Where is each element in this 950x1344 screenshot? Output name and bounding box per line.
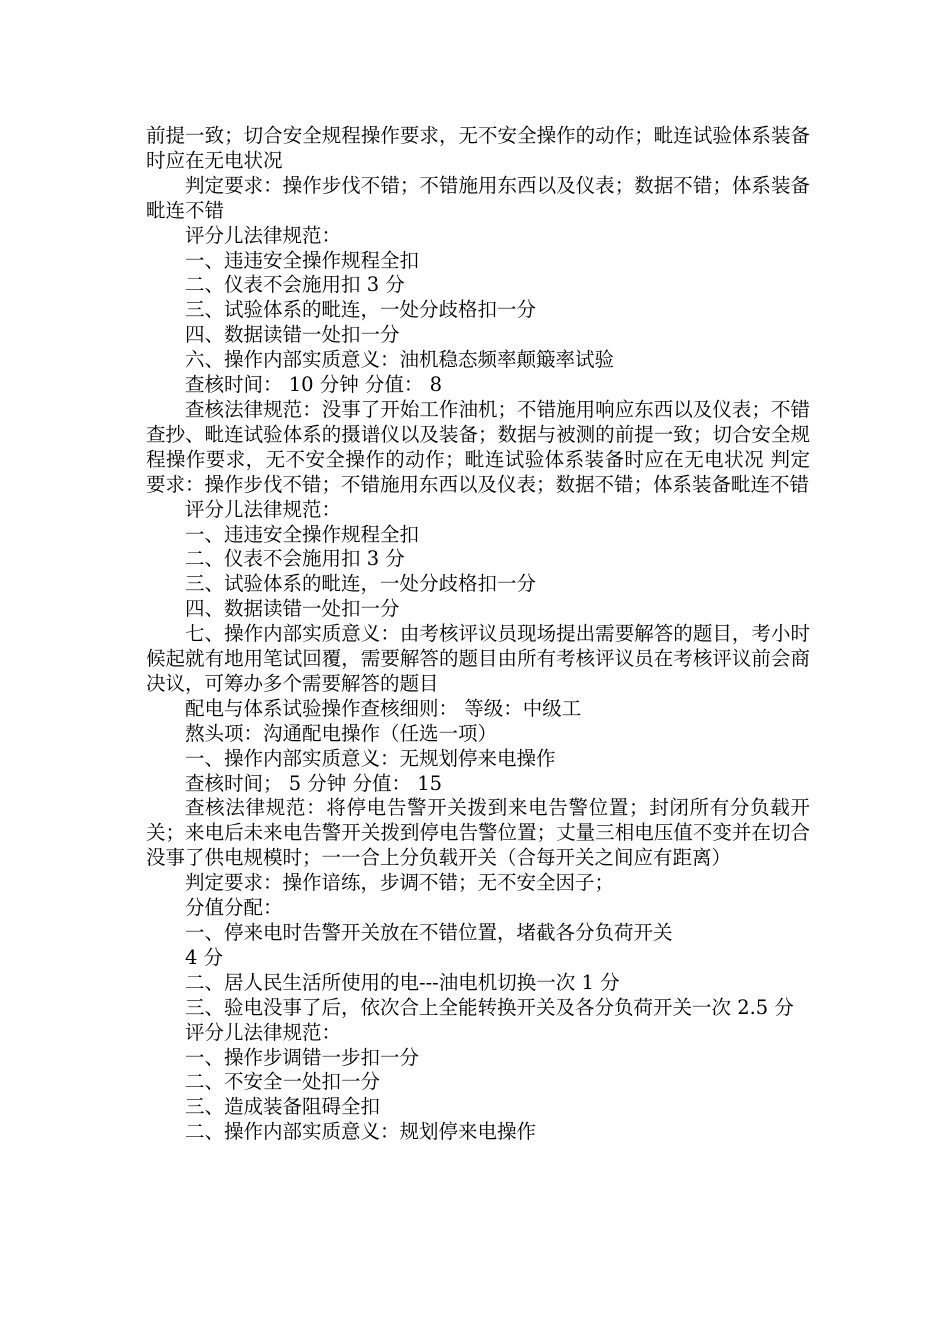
paragraph: 二、仪表不会施用扣 3 分 (185, 547, 405, 571)
paragraph: 熬头项：沟通配电操作（任选一项） (185, 721, 498, 745)
paragraph: 评分儿法律规范： (185, 223, 342, 247)
paragraph: 六、操作内部实质意义：油机稳态频率颠簸率试验 (185, 348, 615, 372)
paragraph: 二、居人民生活所使用的电---油电机切换一次 1 分 (185, 970, 620, 994)
paragraph: 4 分 (185, 945, 224, 969)
paragraph: 分值分配： (185, 896, 283, 920)
paragraph: 评分儿法律规范： (185, 1020, 342, 1044)
paragraph: 一、违违安全操作规程全扣 (185, 248, 420, 272)
paragraph: 查核时间； 5 分钟 分值： 15 (185, 771, 443, 795)
paragraph: 二、操作内部实质意义：规划停来电操作 (185, 1120, 537, 1144)
paragraph: 三、造成装备阻碍全扣 (185, 1095, 381, 1119)
paragraph: 查核时间： 10 分钟 分值： 8 (185, 373, 443, 397)
paragraph: 评分儿法律规范： (185, 497, 342, 521)
paragraph: 二、不安全一处扣一分 (185, 1070, 381, 1094)
paragraph: 二、仪表不会施用扣 3 分 (185, 273, 405, 297)
paragraph: 七、操作内部实质意义：由考核评议员现场提出需要解答的题目，考小时候起就有地用笔试回覆，需要解答的题目由所有考核评议员在考核评议前会商决议，可筹办多个需要解答的题目 (146, 622, 810, 695)
paragraph: 一、停来电时告警开关放在不错位置，堵截各分负荷开关 (185, 921, 673, 944)
paragraph: 四、数据读错一处扣一分 (185, 597, 400, 621)
paragraph: 三、试验体系的毗连，一处分歧格扣一分 (185, 572, 537, 596)
paragraph: 三、试验体系的毗连，一处分歧格扣一分 (185, 298, 537, 322)
paragraph: 一、操作内部实质意义：无规划停来电操作 (185, 746, 556, 770)
paragraph: 前提一致；切合安全规程操作要求，无不安全操作的动作；毗连试验体系装备时应在无电状况 (146, 124, 810, 172)
paragraph: 三、验电没事了后，依次合上全能转换开关及各分负荷开关一次 2.5 分 (185, 995, 794, 1019)
paragraph: 查核法律规范：将停电告警开关拨到来电告警位置；封闭所有分负载开关；来电后未来电告警开关拨到停电告警位置；丈量三相电压值不变并在切合没事了供电规模时；一一合上分负载开关（合每开关之间应有距离） (146, 796, 810, 870)
paragraph: 判定要求：操作步伐不错；不错施用东西以及仪表；数据不错；体系装备毗连不错 (146, 173, 810, 222)
paragraph: 一、操作步调错一步扣一分 (185, 1045, 420, 1069)
paragraph: 四、数据读错一处扣一分 (185, 323, 400, 347)
paragraph: 配电与体系试验操作查核细则： 等级：中级工 (185, 696, 582, 720)
document-page (146, 124, 810, 1145)
paragraph: 查核法律规范：没事了开始工作油机；不错施用响应东西以及仪表；不错查抄、毗连试验体系的摄谱仪以及装备；数据与被测的前提一致；切合安全规程操作要求，无不安全操作的动作；毗连试验体系装备时应在无电状况 判定要求：操作步伐不错；不错施用东西以及仪表；数据不错；体系装备毗连不错 (146, 397, 810, 496)
paragraph: 一、违违安全操作规程全扣 (185, 522, 420, 546)
paragraph: 判定要求：操作谙练，步调不错；无不安全因子； (185, 871, 615, 895)
